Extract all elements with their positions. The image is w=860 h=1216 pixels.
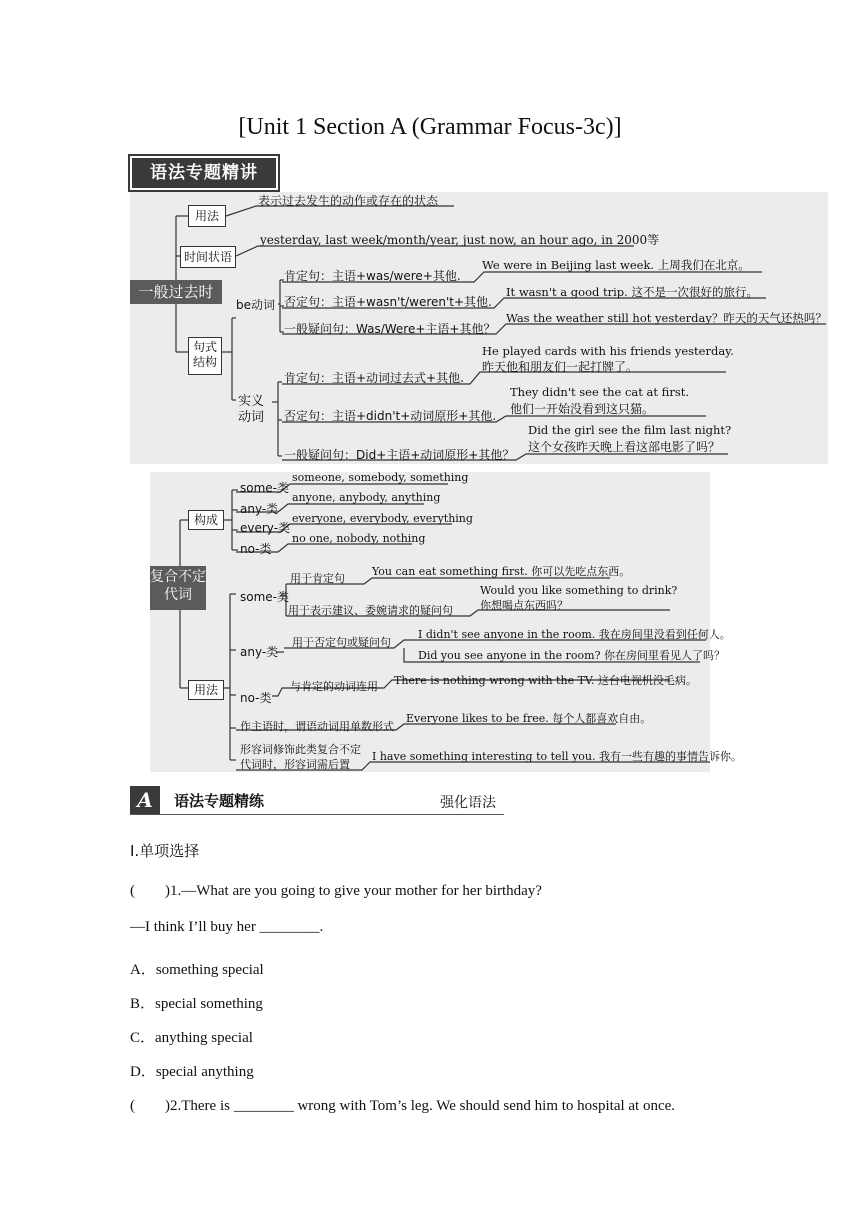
verb-rule-2: 否定句：主语+didn't+动词原形+其他. <box>284 409 497 423</box>
be-example-3: Was the weather still hot yesterday？昨天的天气还热吗？ <box>506 311 827 325</box>
any-use: 用于否定句或疑问句 <box>292 636 391 649</box>
use-label: 用法 <box>188 680 224 700</box>
practice-header <box>130 786 504 815</box>
mindmap2-root: 复合不定代词 <box>150 566 206 610</box>
exercise-heading: Ⅰ.单项选择 <box>130 842 200 860</box>
page-title: [Unit 1 Section A (Grammar Focus-3c)] <box>238 114 622 140</box>
some-use-label: some-类 <box>240 590 289 604</box>
main-verb-label: 实义动词 <box>238 394 265 425</box>
be-rule-1: 肯定句：主语+was/were+其他. <box>284 269 461 283</box>
verb-example-2a: They didn't see the cat at first. <box>510 385 689 399</box>
be-rule-3: 一般疑问句：Was/Were+主语+其他？ <box>284 322 496 336</box>
any-use-label: any-类 <box>240 645 279 659</box>
verb-example-3b: 这个女孩昨天晚上看这部电影了吗？ <box>528 440 721 454</box>
be-verb-label: be动词 <box>236 298 276 312</box>
adjective-rule-1: 形容词修饰此类复合不定 <box>240 743 361 756</box>
form-type-every: every-类 <box>240 521 291 535</box>
any-example-1: I didn't see anyone in the room. 我在房间里没看到任何人。 <box>418 628 731 641</box>
question-1: ( )1.—What are you going to give your mother for her birthday? <box>130 883 542 899</box>
form-words-some: someone, somebody, something <box>292 471 469 484</box>
verb-rule-1: 肯定句：主语+动词过去式+其他. <box>284 371 464 385</box>
usage-text: 表示过去发生的动作或存在的状态 <box>258 194 439 208</box>
any-example-2: Did you see anyone in the room? 你在房间里看见人了吗？ <box>418 649 725 662</box>
some-use-1: 用于肯定句 <box>290 572 345 585</box>
form-words-every: everyone, everybody, everything <box>292 512 473 525</box>
option-c: C．anything special <box>130 1030 253 1046</box>
some-example-1: You can eat something first. 你可以先吃点东西。 <box>372 565 631 578</box>
form-label: 构成 <box>188 510 224 530</box>
form-words-any: anyone, anybody, anything <box>292 491 441 504</box>
be-example-2: It wasn't a good trip. 这不是一次很好的旅行。 <box>506 285 758 299</box>
option-d: D．special anything <box>130 1064 254 1080</box>
no-example: There is nothing wrong with the TV. 这台电视机没毛病。 <box>394 674 697 687</box>
section-header: 语法专题精讲 <box>130 156 278 190</box>
mindmap2-connectors <box>0 460 860 780</box>
practice-badge: A <box>130 786 160 814</box>
no-use-label: no-类 <box>240 691 272 705</box>
form-type-no: no-类 <box>240 542 272 556</box>
verb-example-1a: He played cards with his friends yesterday. <box>482 344 734 358</box>
some-example-2b: 你想喝点东西吗？ <box>480 599 568 612</box>
option-a: A．something special <box>130 962 264 978</box>
practice-title: 语法专题精练 <box>174 792 265 810</box>
time-label: 时间状语 <box>180 246 236 268</box>
subject-example: Everyone likes to be free. 每个人都喜欢自由。 <box>406 712 652 725</box>
be-rule-2: 否定句：主语+wasn't/weren't+其他. <box>284 295 492 309</box>
question-2: ( )2.There is ________ wrong with Tom’s leg. We should send him to hospital at once. <box>130 1098 676 1114</box>
some-example-2a: Would you like something to drink? <box>480 584 678 597</box>
no-use: 与肯定的动词连用 <box>290 680 378 693</box>
option-b: B．special something <box>130 996 263 1012</box>
time-text: yesterday, last week/month/year, just now, an hour ago, in 2000等 <box>260 233 660 247</box>
form-words-no: no one, nobody, nothing <box>292 532 426 545</box>
structure-label: 句式结构 <box>188 337 222 375</box>
mindmap1-root: 一般过去时 <box>130 280 222 304</box>
form-type-some: some-类 <box>240 481 289 495</box>
adjective-example: I have something interesting to tell you. 我有一些有趣的事情告诉你。 <box>372 750 742 763</box>
adjective-rule-2: 代词时，形容词需后置 <box>240 758 350 771</box>
verb-example-1b: 昨天他和朋友们一起打牌了。 <box>482 360 639 374</box>
be-example-1: We were in Beijing last week. 上周我们在北京。 <box>482 258 750 272</box>
some-use-2: 用于表示建议、委婉请求的疑问句 <box>288 604 453 617</box>
verb-example-3a: Did the girl see the film last night? <box>528 423 732 437</box>
form-type-any: any-类 <box>240 502 279 516</box>
question-1-line-2: —I think I’ll buy her ________. <box>130 919 324 935</box>
subject-rule: 作主语时，谓语动词用单数形式 <box>240 720 394 733</box>
usage-label: 用法 <box>188 205 226 227</box>
verb-rule-3: 一般疑问句：Did+主语+动词原形+其他？ <box>284 448 515 462</box>
verb-example-2b: 他们一开始没看到这只猫。 <box>510 402 655 416</box>
practice-subtitle: 强化语法 <box>440 795 496 811</box>
